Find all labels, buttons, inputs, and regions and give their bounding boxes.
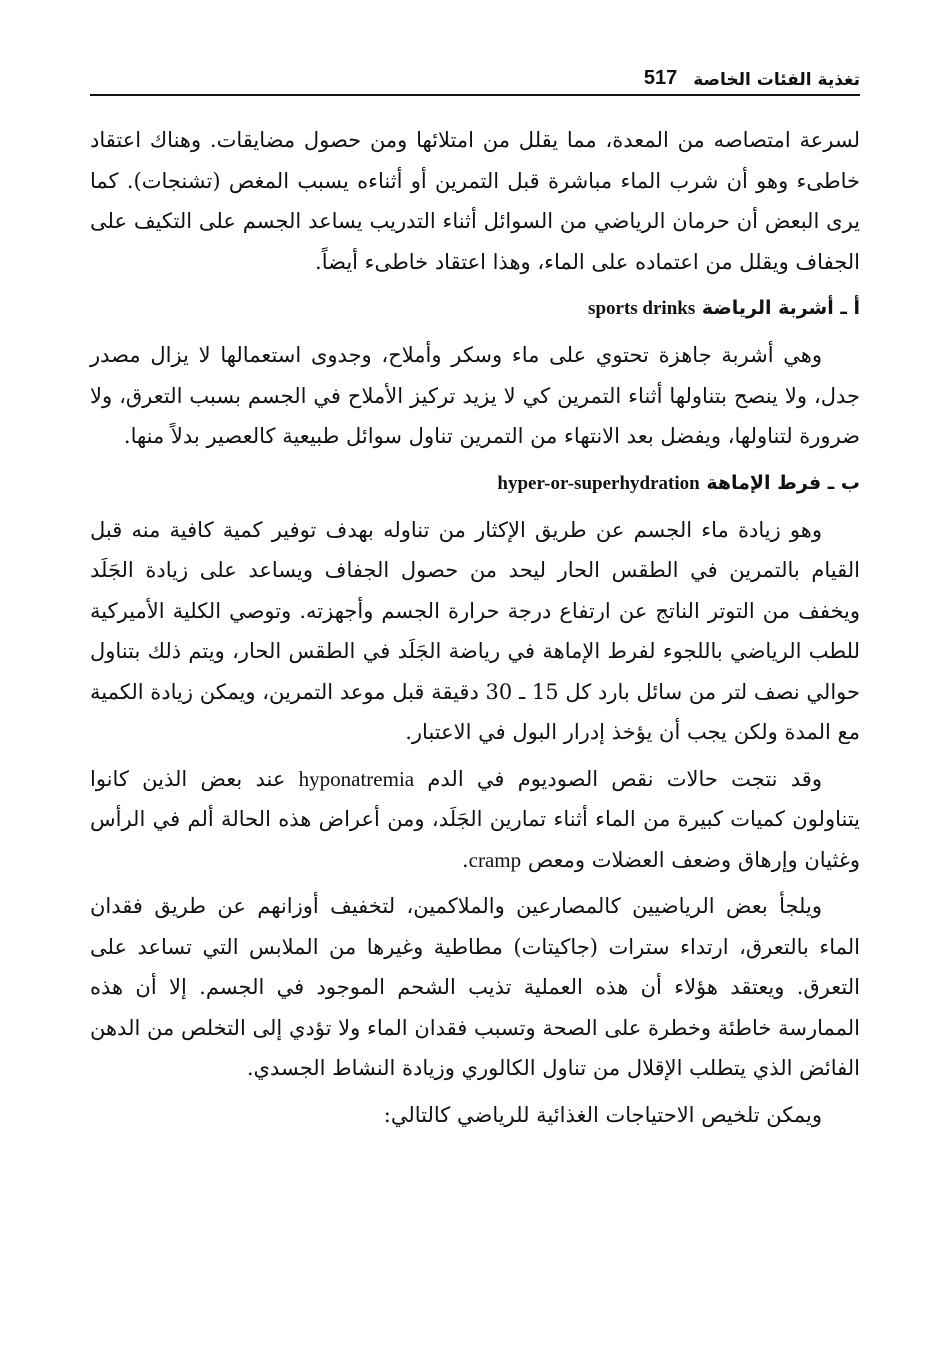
term-cramp: cramp [468, 847, 522, 872]
book-page [90, 50, 860, 1340]
paragraph-sports-drinks: وهي أشربة جاهزة تحتوي على ماء وسكر وأملاح، وجدوى استعمالها لا يزال مصدر جدل، ولا ينصح بتناولها أثناء التمرين كي لا يزيد تركيز الأملاح في الجسم بسبب التعرق، ولا ضرورة لتناولها، ويفضل بعد الانتهاء من التمرين تناول سوائل طبيعية كالعصير بدلاً منها. [90, 343, 860, 448]
paragraph-hyperhydration: وهو زيادة ماء الجسم عن طريق الإكثار من تناوله بهدف توفير كمية كافية منه قبل القيام بالتمرين في الطقس الحار ليحد من حصول الجفاف ويساعد على زيادة الجَلَد ويخفف من التوتر الناتج عن ارتفاع درجة حرارة الجسم وأجهزته. وتوصي الكلية الأميركية للطب الرياضي باللجوء لفرط الإماهة في رياضة الجَلَد في الطقس الحار، ويتم ذلك بتناول حوالي نصف لتر من سائل بارد كل 15 ـ 30 دقيقة قبل موعد التمرين، ويمكن زيادة الكمية مع المدة ولكن يجب أن يؤخذ إدرار البول في الاعتبار. [90, 517, 860, 744]
section-heading-sports-drinks [90, 288, 860, 329]
paragraph-summary-intro: ويمكن تلخيص الاحتياجات الغذائية للرياضي كالتالي: [383, 1102, 822, 1127]
term-hyponatremia: hyponatremia [298, 766, 415, 791]
paragraph-intro: لسرعة امتصاصه من المعدة، مما يقلل من امتلائها ومن حصول مضايقات. وهناك اعتقاد خاطىء وهو أن شرب الماء مباشرة قبل التمرين أو أثناءه يسبب المغص (تشنجات). كما يرى البعض أن حرمان الرياضي من السوائل أثناء التدريب يساعد الجسم على التكيف على الجفاف ويقلل من اعتماده على الماء، وهذا اعتقاد خاطىء أيضاً. [90, 128, 860, 274]
chapter-title: تغذية الفئات الخاصة [693, 70, 860, 90]
section-heading-hyperhydration [90, 463, 860, 504]
page-number: 517 [643, 67, 678, 89]
text-segment: . [461, 847, 469, 872]
heading-english: sports drinks [588, 298, 696, 319]
heading-english: hyper-or-superhydration [497, 472, 700, 494]
text-segment: وقد نتجت حالات نقص الصوديوم في الدم [427, 766, 822, 791]
paragraph-weight-loss: ويلجأ بعض الرياضيين كالمصارعين والملاكمين، لتخفيف أوزانهم عن طريق فقدان الماء بالتعرق، ارتداء سترات (جاكيتات) مطاطية وغيرها من الملابس التي تساعد على التعرق. ويعتقد هؤلاء أن هذه العملية تذيب الشحم الموجود في الجسم. إلا أن هذه الممارسة خاطئة وخطرة على الصحة وتسبب فقدان الماء ولا تؤدي إلى التخلص من الدهن الفائض الذي يتطلب الإقلال من تناول الكالوري وزيادة النشاط الجسدي. [90, 894, 860, 1080]
running-header [90, 60, 860, 96]
heading-arabic: ب ـ فرط الإماهة [706, 471, 860, 494]
body-text [90, 120, 860, 1135]
paragraph-hyponatremia [90, 759, 860, 881]
heading-arabic: أ ـ أشربة الرياضة [701, 297, 860, 319]
text-segment: عند بعض الذين كانوا يتناولون كميات كبيرة من الماء أثناء تمارين الجَلَد، ومن أعراض هذه الحالة ألم في الرأس وغثيان وإرهاق وضعف العضلات ومعص [90, 766, 860, 872]
